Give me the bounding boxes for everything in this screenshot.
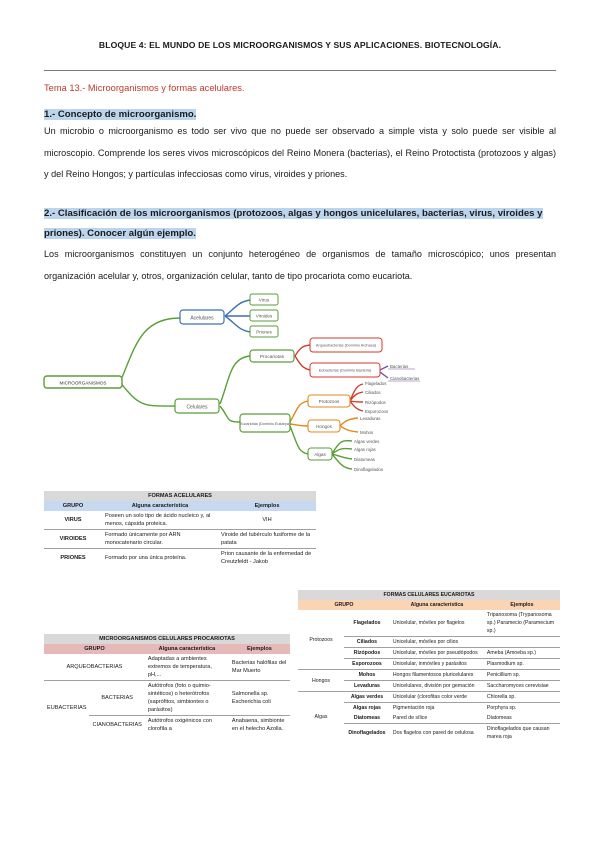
cell-ejemplo: Chlorella sp. bbox=[486, 694, 516, 700]
connector-arqueo bbox=[295, 345, 310, 356]
cell-caracteristica: Poseen un solo tipo de ácido nucleico y, al menos, cápsida proteica. bbox=[105, 513, 211, 527]
header-grupo: GRUPO bbox=[84, 646, 105, 652]
table-row bbox=[44, 654, 290, 681]
cell-grupo: Hongos bbox=[312, 677, 330, 684]
table-procariotas bbox=[44, 634, 290, 734]
header-rule bbox=[44, 70, 556, 71]
section2-heading bbox=[44, 204, 556, 244]
table-eucariotas-title: FORMAS CELULARES EUCARIOTAS bbox=[383, 592, 475, 598]
cell-subgrupo: Ciliados bbox=[356, 639, 378, 645]
cell-caracteristica: Formado por una única proteína. bbox=[105, 555, 187, 561]
node-eucariotas: Eucariotas (Dominio Eukarya) bbox=[239, 422, 291, 426]
cell-caracteristica: Hongos filamentosos pluricelulares bbox=[392, 672, 474, 678]
table-row bbox=[298, 692, 560, 703]
node-arqueo: Arqueobacterias (Dominio Archaea) bbox=[315, 343, 377, 348]
node-eubact: Eubacterias (Dominio Bacteria) bbox=[318, 368, 372, 373]
node-rizopodos: Rizópodos bbox=[365, 400, 386, 405]
connector-hongos bbox=[290, 424, 308, 426]
cell-grupo: PRIONES bbox=[60, 555, 86, 561]
table-row bbox=[44, 511, 316, 530]
cell-subgrupo: Flagelados bbox=[353, 620, 381, 626]
node-hongos: Hongos bbox=[316, 424, 332, 429]
cell-ejemplo: Penicillium sp. bbox=[486, 672, 521, 678]
header-caracteristica: Alguna característica bbox=[131, 503, 189, 509]
node-levaduras: Levaduras bbox=[360, 416, 381, 421]
cell-grupo: VIROIDES bbox=[59, 536, 87, 542]
cell-subgrupo: Algas verdes bbox=[350, 694, 384, 700]
node-flagelados: Flagelados bbox=[365, 381, 387, 386]
node-virus: Virus bbox=[258, 297, 270, 303]
cell-caracteristica: Adaptadas a ambientes extremos de temperatura, pH,... bbox=[147, 656, 212, 678]
connector-priones bbox=[225, 316, 250, 332]
cell-subgrupo: Dinoflagelados bbox=[348, 730, 386, 736]
cell-ejemplo: Plasmodium sp. bbox=[486, 661, 524, 667]
document-header: BLOQUE 4: EL MUNDO DE LOS MICROORGANISMOS Y SUS APLICACIONES. BIOTECNOLOGÍA. bbox=[98, 40, 502, 50]
cell-caracteristica: Autótrofos oxigénicos con clorofila a bbox=[147, 718, 212, 732]
connector-algas bbox=[290, 426, 308, 454]
cell-ejemplo: Porphyra sp. bbox=[486, 705, 517, 711]
cell-subgrupo: Algas rojas bbox=[352, 705, 381, 711]
cell-subgrupo: Diatomeas bbox=[353, 715, 381, 721]
node-esporozoos: Esporozoos bbox=[365, 409, 389, 414]
header-caracteristica: Alguna característica bbox=[410, 602, 464, 608]
table-row bbox=[298, 670, 560, 681]
connector-eubact bbox=[295, 356, 310, 370]
cell-subgrupo: Mohos bbox=[358, 672, 376, 678]
cell-ejemplo: Diatomeas bbox=[486, 715, 512, 721]
connector-bacterias bbox=[380, 366, 388, 370]
cell-ejemplo bbox=[484, 637, 560, 648]
table-row bbox=[44, 681, 290, 716]
cell-subgrupo: Esporozoos bbox=[352, 661, 382, 667]
cell-caracteristica: Pigmentación roja bbox=[392, 705, 435, 711]
cell-ejemplo: Dinoflagelados que causan marea roja bbox=[486, 726, 550, 740]
cell-subgrupo: Rizópodos bbox=[353, 650, 381, 656]
cell-grupo: Algas bbox=[314, 714, 328, 720]
connector-cianobacterias bbox=[380, 372, 388, 378]
connector-celulares bbox=[120, 382, 175, 406]
cell-ejemplo: Prion causante de la enfermedad de Creutzfeldt - Jakob bbox=[221, 551, 312, 565]
connector-protozoos bbox=[290, 401, 308, 422]
connector-protozoos-children bbox=[350, 384, 363, 411]
table-row bbox=[44, 530, 316, 549]
node-acelulares: Acelulares bbox=[190, 315, 214, 322]
cell-ejemplo: Viroide del tubérculo fusiforme de la patata bbox=[221, 532, 311, 546]
table-procariotas-title: MICROORGANISMOS CELULARES PROCARIOTAS bbox=[99, 636, 235, 642]
header-ejemplos: Ejemplos bbox=[510, 602, 534, 608]
cell-grupo: Protozoos bbox=[309, 636, 333, 643]
connector-eucariotas bbox=[220, 406, 240, 422]
header-caracteristica: Alguna característica bbox=[158, 646, 216, 652]
connector-algas-children bbox=[332, 441, 352, 469]
cell-grupo: VIRUS bbox=[64, 517, 82, 523]
connector-acelulares bbox=[120, 318, 180, 382]
node-viroides: Viroides bbox=[255, 313, 273, 319]
section1-paragraph: Un microbio o microorganismo es todo ser vivo que no puede ser observado a simple vista y solo puede ser visible al microscopio. Comprende los seres vivos microscópicos del Reino Monera (bacterias), el Reino Protoctista (protozoos y algas) y del Reino Hongos; y partículas infecciosas como virus, viroides y priones. bbox=[44, 126, 556, 179]
header-grupo: GRUPO bbox=[334, 602, 354, 608]
cell-ejemplo: Bacterias halófilas del Mar Muerto bbox=[231, 660, 287, 674]
cell-caracteristica: Unicelular, móviles por pseudópodos bbox=[392, 650, 478, 656]
node-algas-verdes: Algas verdes bbox=[354, 439, 380, 444]
section1-heading-text: 1.- Concepto de microorganismo. bbox=[44, 109, 197, 120]
connector-procariotas bbox=[220, 356, 250, 404]
cell-caracteristica: Unicelular, móviles por flagelos bbox=[392, 620, 465, 626]
cell-caracteristica: Unicelular (clorofitas color verde bbox=[392, 694, 468, 700]
table-eucariotas bbox=[298, 590, 560, 742]
section1-heading bbox=[44, 104, 556, 122]
table-acelulares bbox=[44, 491, 316, 567]
node-diatomeas: Diatomeas bbox=[354, 457, 375, 462]
node-algas: Algas bbox=[314, 452, 326, 457]
cell-caracteristica: Unicelular, inmóviles y parásitos bbox=[392, 661, 467, 667]
cell-ejemplo: Ameba (Amoeba sp.) bbox=[486, 650, 536, 656]
classification-mindmap bbox=[40, 288, 420, 488]
cell-caracteristica: Dos flagelos con pared de celulosa bbox=[392, 730, 474, 736]
cell-caracteristica: Autótrofos (foto o quimio-sintéticos) o heterótrofos (saprófitos, simbiontes o parásitos) bbox=[147, 683, 211, 713]
cell-ejemplo: VIH bbox=[262, 517, 272, 523]
cell-ejemplo: Anabaena, simbionte en el helecho Azolla. bbox=[231, 718, 285, 732]
cell-subgrupo: Levaduras bbox=[353, 683, 380, 689]
cell-caracteristica: Unicelular, móviles por cilios bbox=[392, 639, 459, 645]
header-ejemplos: Ejemplos bbox=[254, 503, 280, 509]
section2-paragraph: Los microorganismos constituyen un conjunto heterogéneo de organismos de tamaño microscópico; unos presentan organización acelular y, otros, organización celular, tanto de tipo procariota como eucariota. bbox=[44, 249, 556, 281]
header-grupo: GRUPO bbox=[62, 503, 84, 509]
node-mohos: Mohos bbox=[360, 430, 374, 435]
table-row bbox=[44, 549, 316, 568]
cell-caracteristica: Unicelulares, división por gemación bbox=[392, 683, 475, 689]
cell-grupo: ARQUEOBACTERIAS bbox=[66, 664, 123, 670]
cell-caracteristica: Pared de sílice bbox=[392, 715, 428, 721]
connector-virus bbox=[225, 300, 250, 316]
node-procariotas: Procariotas bbox=[259, 355, 285, 360]
node-dinoflagelados: Dinoflagelados bbox=[354, 467, 384, 472]
cell-ejemplo: Salmonella sp. Escherichia coli bbox=[231, 691, 271, 705]
cell-ejemplo: Saccharomyces cerevisiae bbox=[486, 683, 549, 689]
connector-hongos-children bbox=[340, 418, 358, 432]
table-row bbox=[298, 610, 560, 637]
cell-grupo: EUBACTERIAS bbox=[47, 704, 87, 711]
cell-ejemplo: Tripanosoma (Trypanosoma sp.) Paramecio (Paramecium sp.) bbox=[486, 612, 555, 634]
cell-caracteristica: Formado únicamente por ARN monocatenario circular. bbox=[105, 532, 181, 546]
node-algas-rojas: Algas rojas bbox=[354, 447, 376, 452]
node-celulares: Celulares bbox=[186, 404, 208, 411]
node-protozoos: Protozoos bbox=[318, 399, 340, 404]
section2-heading-text: 2.- Clasificación de los microorganismos (protozoos, algas y hongos unicelulares, bacterias, virus, viroides y priones). Conocer algún ejemplo. bbox=[44, 208, 543, 239]
node-bacterias: Bacterias bbox=[390, 364, 409, 369]
tema-title: Tema 13.- Microorganismos y formas acelulares. bbox=[44, 83, 245, 93]
node-ciliados: Ciliados bbox=[365, 390, 381, 395]
node-root: MICROORGANISMOS bbox=[59, 380, 107, 386]
cell-subgrupo: BACTERIAS bbox=[101, 695, 134, 701]
cell-subgrupo: CIANOBACTERIAS bbox=[92, 722, 142, 728]
header-ejemplos: Ejemplos bbox=[247, 646, 272, 652]
node-cianobacterias: Cianobacterias bbox=[390, 376, 420, 381]
table-acelulares-title: FORMAS ACELULARES bbox=[148, 493, 212, 499]
node-priones: Priones bbox=[256, 329, 272, 335]
